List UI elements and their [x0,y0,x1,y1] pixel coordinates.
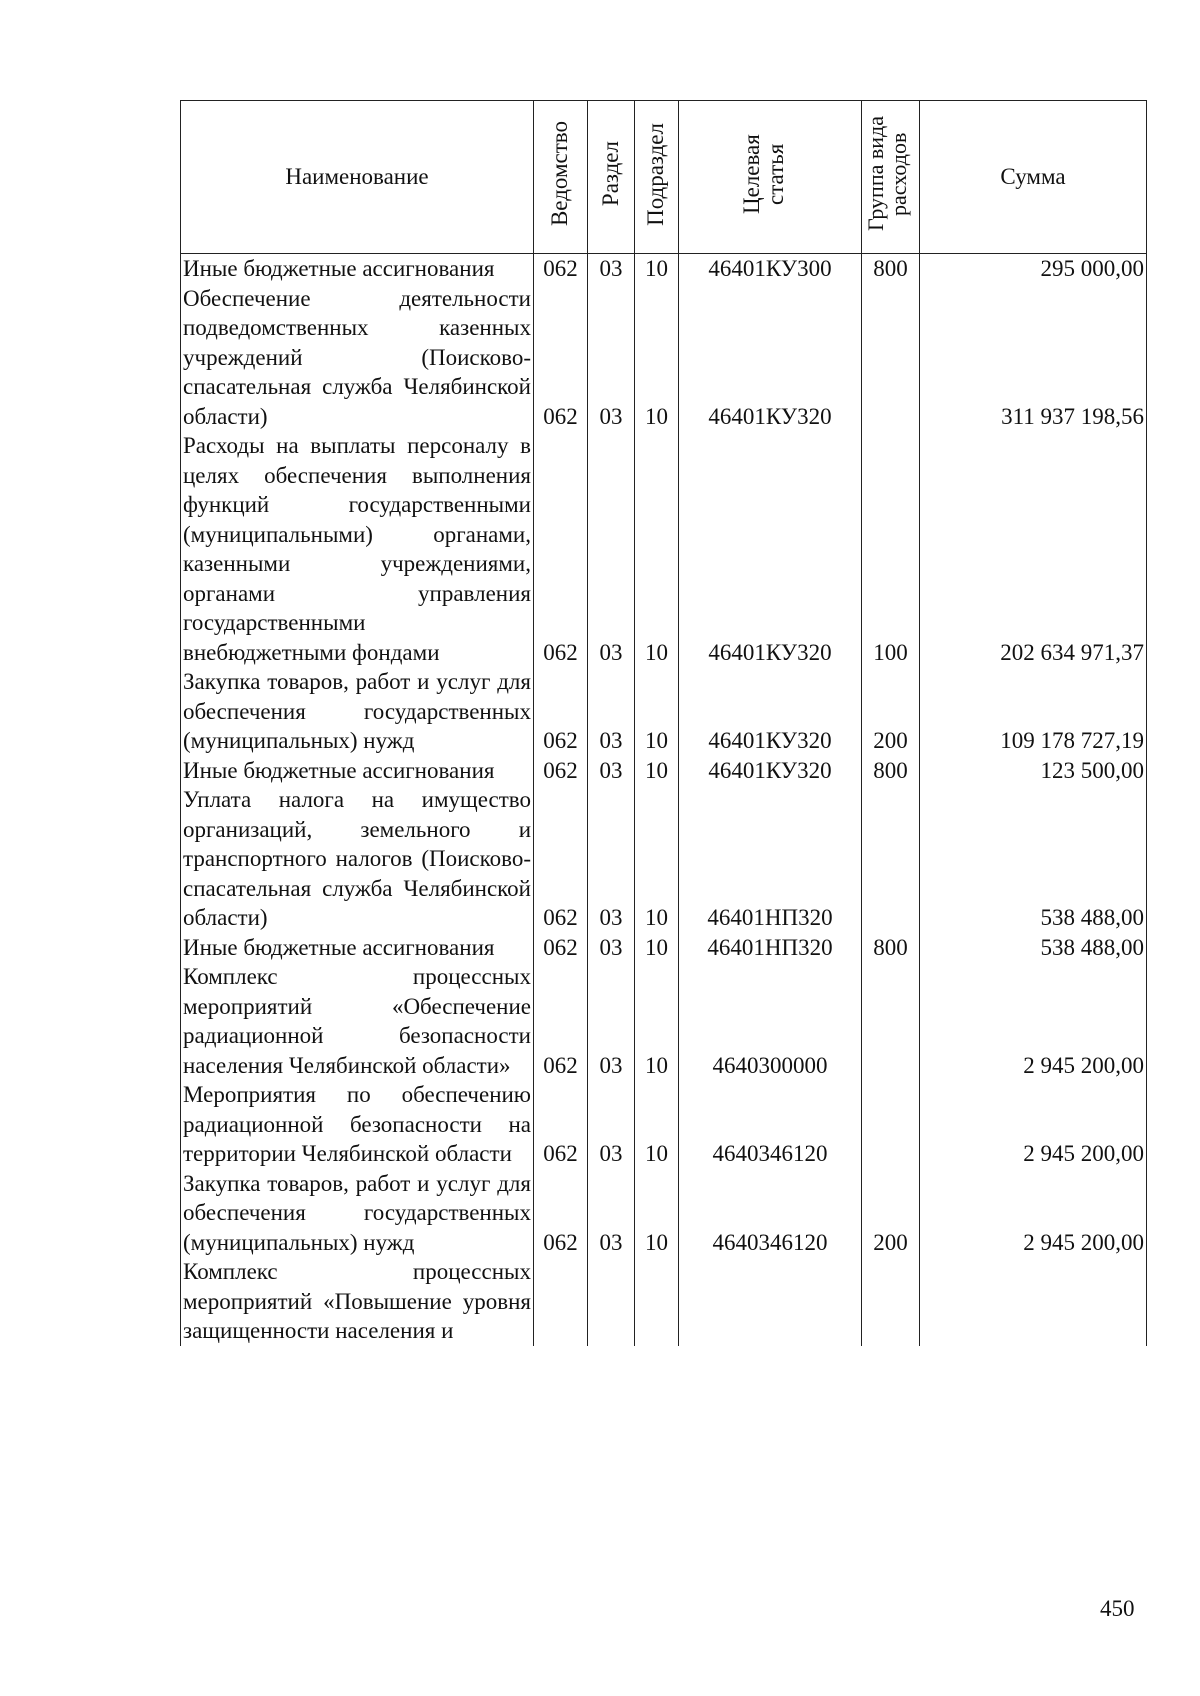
row-name: Обеспечение деятельности подведомственных казенных учреждений (Поисково-спасательная служба Челябинской области) [181,284,534,432]
row-target-item: 46401НП320 [679,933,862,963]
row-name: Мероприятия по обеспечению радиационной безопасности на территории Челябинской области [181,1080,534,1169]
row-target-item: 46401КУ320 [679,667,862,756]
header-expense-group: Группа вида расходов [862,101,920,254]
row-expense-group: 100 [862,431,920,667]
row-target-item: 4640346120 [679,1169,862,1258]
table-header [181,101,1147,254]
row-target-item [679,1257,862,1346]
row-department: 062 [534,431,588,667]
row-department: 062 [534,962,588,1080]
row-target-item: 4640346120 [679,1080,862,1169]
row-subsection: 10 [635,933,679,963]
table-row [181,756,1147,786]
row-name: Закупка товаров, работ и услуг для обеспечения государственных (муниципальных) нужд [181,667,534,756]
row-subsection: 10 [635,254,679,284]
row-expense-group [862,284,920,432]
row-expense-group: 800 [862,254,920,284]
row-section: 03 [588,667,635,756]
row-amount: 2 945 200,00 [920,962,1147,1080]
row-name: Иные бюджетные ассигнования [181,933,534,963]
row-expense-group: 800 [862,756,920,786]
row-name: Комплекс процессных мероприятий «Повышение уровня защищенности населения и [181,1257,534,1346]
row-department: 062 [534,254,588,284]
page-number: 450 [1100,1596,1135,1621]
row-amount: 123 500,00 [920,756,1147,786]
row-section: 03 [588,785,635,933]
table-row [181,785,1147,933]
header-target-item: Целевая статья [679,101,862,254]
row-department: 062 [534,785,588,933]
row-department: 062 [534,1080,588,1169]
row-amount: 538 488,00 [920,785,1147,933]
header-name: Наименование [181,101,534,254]
table-row [181,254,1147,284]
row-amount [920,1257,1147,1346]
row-department [534,1257,588,1346]
row-section: 03 [588,254,635,284]
budget-table [180,100,1147,1346]
row-name: Иные бюджетные ассигнования [181,254,534,284]
row-subsection: 10 [635,1169,679,1258]
row-section: 03 [588,1169,635,1258]
row-section: 03 [588,431,635,667]
table-row [181,1080,1147,1169]
row-subsection: 10 [635,756,679,786]
row-subsection: 10 [635,785,679,933]
table-body [181,254,1147,1346]
table-row [181,1169,1147,1258]
row-name: Закупка товаров, работ и услуг для обеспечения государственных (муниципальных) нужд [181,1169,534,1258]
row-amount: 311 937 198,56 [920,284,1147,432]
row-subsection [635,1257,679,1346]
row-amount: 538 488,00 [920,933,1147,963]
row-department: 062 [534,667,588,756]
header-amount: Сумма [920,101,1147,254]
table-row [181,667,1147,756]
row-name: Комплекс процессных мероприятий «Обеспечение радиационной безопасности населения Челябинской области» [181,962,534,1080]
header-department: Ведомство [534,101,588,254]
row-expense-group [862,1257,920,1346]
row-amount: 109 178 727,19 [920,667,1147,756]
row-target-item: 46401НП320 [679,785,862,933]
row-target-item: 46401КУ320 [679,284,862,432]
header-section: Раздел [588,101,635,254]
row-department: 062 [534,933,588,963]
row-expense-group [862,1080,920,1169]
row-expense-group [862,962,920,1080]
row-section: 03 [588,1080,635,1169]
row-subsection: 10 [635,284,679,432]
row-name: Расходы на выплаты персоналу в целях обеспечения выполнения функций государственными (муниципальными) органами, казенными учреждениями, органами управления государственными внебюджетными фондами [181,431,534,667]
row-department: 062 [534,1169,588,1258]
row-target-item: 46401КУ320 [679,431,862,667]
table-row [181,431,1147,667]
row-section: 03 [588,933,635,963]
row-amount: 2 945 200,00 [920,1169,1147,1258]
row-amount: 295 000,00 [920,254,1147,284]
row-amount: 2 945 200,00 [920,1080,1147,1169]
row-section: 03 [588,756,635,786]
row-target-item: 4640300000 [679,962,862,1080]
table-row [181,933,1147,963]
row-expense-group: 200 [862,1169,920,1258]
row-target-item: 46401КУ320 [679,756,862,786]
row-subsection: 10 [635,667,679,756]
row-expense-group: 200 [862,667,920,756]
budget-table-container [180,100,1146,1346]
row-subsection: 10 [635,962,679,1080]
table-row [181,962,1147,1080]
row-expense-group: 800 [862,933,920,963]
row-name: Уплата налога на имущество организаций, земельного и транспортного налогов (Поисково-спасательная служба Челябинской области) [181,785,534,933]
row-department: 062 [534,756,588,786]
row-section [588,1257,635,1346]
row-section: 03 [588,284,635,432]
row-name: Иные бюджетные ассигнования [181,756,534,786]
row-subsection: 10 [635,431,679,667]
row-department: 062 [534,284,588,432]
row-section: 03 [588,962,635,1080]
row-amount: 202 634 971,37 [920,431,1147,667]
table-row [181,284,1147,432]
header-subsection: Подраздел [635,101,679,254]
row-subsection: 10 [635,1080,679,1169]
row-expense-group [862,785,920,933]
row-target-item: 46401КУ300 [679,254,862,284]
table-row [181,1257,1147,1346]
